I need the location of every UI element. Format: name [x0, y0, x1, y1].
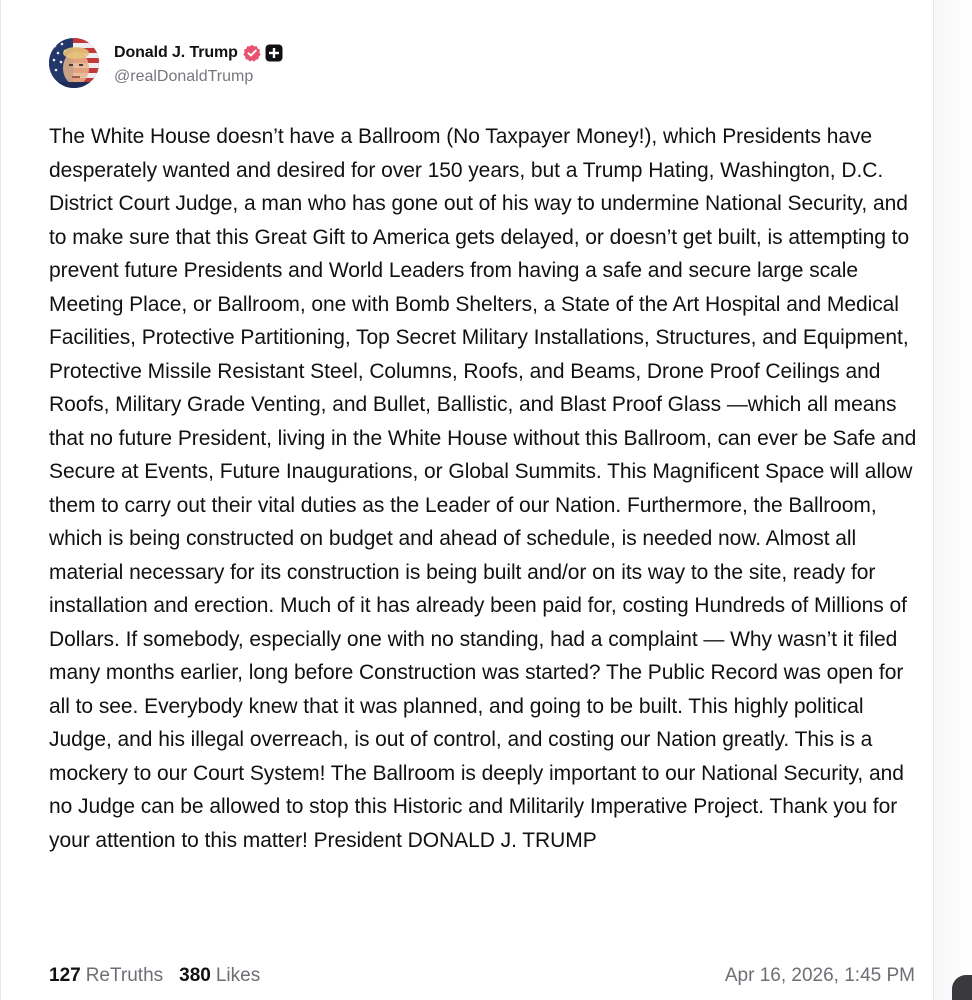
post-timestamp[interactable]: Apr 16, 2026, 1:45 PM — [724, 965, 915, 986]
likes-label: Likes — [215, 965, 261, 986]
author-handle[interactable]: @realDonaldTrump — [114, 67, 254, 85]
retruths-label: ReTruths — [85, 965, 164, 986]
name-row — [114, 41, 283, 65]
post-body-text: The White House doesn’t have a Ballroom (No Taxpayer Money!), which Presidents have desperately wanted and desired for over 150 years, but a Trump Hating, Washington, D.C. District Court Judge, a man who has gone out of his way to undermine National Security, and to make sure that this Great Gift to America gets delayed, or doesn’t get built, is attempting to prevent future Presidents and World Leaders from having a safe and secure large scale Meeting Place, or Ballroom, one with Bomb Shelters, a State of the Art Hospital and Medical Facilities, Protective Partitioning, Top Secret Military Installations, Structures, and Equipment, Protective Missile Resistant Steel, Columns, Roofs, and Beams, Drone Proof Ceilings and Roofs, Military Grade Venting, and Bullet, Ballistic, and Blast Proof Glass —which all means that no future President, living in the White House without this Ballroom, can ever be Safe and Secure at Events, Future Inaugurations, or Global Summits. This Magnificent Space will allow them to carry out their vital duties as the Leader of our Nation. Furthermore, the Ballroom, which is being constructed on budget and ahead of schedule, is needed now. Almost all material necessary for its construction is being built and/or on its way to the site, ready for installation and erection. Much of it has already been paid for, costing Hundreds of Millions of Dollars. If somebody, especially one with no standing, had a complaint — Why wasn’t it filed many months earlier, long before Construction was started? The Public Record was open for all to see. Everybody knew that it was planned, and going to be built. This highly political Judge, and his illegal overreach, is out of control, and costing our Nation greatly. This is a mockery to our Court System! The Ballroom is deeply important to our National Security, and no Judge can be allowed to stop this Historic and Militarily Imperative Project. Thank you for your attention to this matter! President DONALD J. TRUMP — [49, 125, 923, 852]
retruths-stat[interactable] — [49, 965, 163, 987]
likes-count: 380 — [179, 965, 211, 986]
flag-portrait-avatar — [49, 38, 99, 88]
plus-badge-icon — [265, 44, 283, 62]
display-name[interactable]: Donald J. Trump — [114, 43, 238, 61]
post-header — [49, 38, 283, 88]
avatar[interactable] — [49, 38, 99, 88]
page-edge — [934, 0, 972, 1000]
author-names — [114, 41, 283, 86]
retruths-count: 127 — [49, 965, 81, 986]
window-corner — [952, 975, 972, 1000]
likes-stat[interactable] — [179, 965, 260, 987]
post-footer — [49, 965, 915, 987]
post-stats — [49, 965, 276, 987]
verified-badge-icon — [243, 44, 261, 62]
